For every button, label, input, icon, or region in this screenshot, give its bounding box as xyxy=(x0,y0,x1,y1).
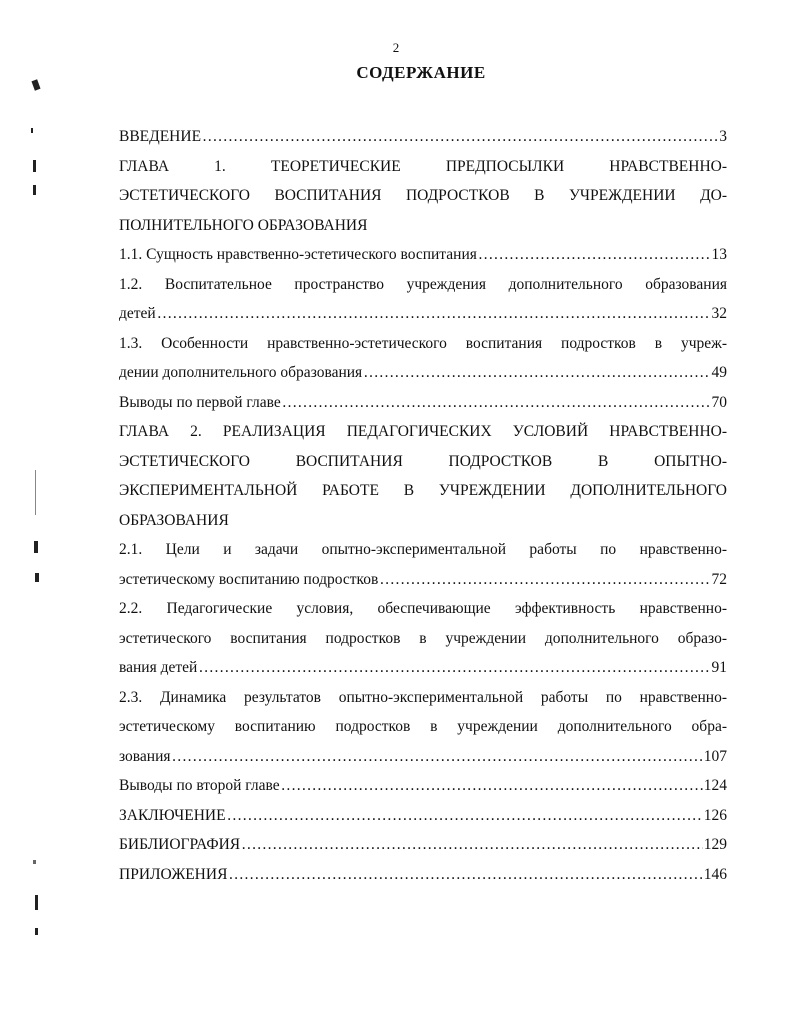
scan-speck xyxy=(35,928,38,935)
page-number: 2 xyxy=(392,40,400,55)
dot-leader xyxy=(281,771,703,801)
toc-entry-page: 32 xyxy=(711,305,727,322)
dot-leader xyxy=(172,742,703,772)
chapter-2-heading-line[interactable]: ГЛАВА 2. РЕАЛИЗАЦИЯ ПЕДАГОГИЧЕСКИХ УСЛОВИЙ НРАВСТВЕННО- xyxy=(119,423,727,440)
dot-leader xyxy=(379,565,710,595)
chapter-2-heading-line[interactable]: ЭКСПЕРИМЕНТАЛЬНОЙ РАБОТЕ В УЧРЕЖДЕНИИ ДОПОЛНИТЕЛЬНОГО xyxy=(119,482,727,499)
scan-speck xyxy=(33,185,36,195)
dot-leader xyxy=(227,801,703,831)
chapter-1-heading-line[interactable]: ЭСТЕТИЧЕСКОГО ВОСПИТАНИЯ ПОДРОСТКОВ В УЧРЕЖДЕНИИ ДО- xyxy=(119,187,727,204)
toc-entry-bibliography[interactable] xyxy=(119,830,727,860)
toc-entry-page: 91 xyxy=(711,659,727,676)
toc-entry-2-2-line[interactable]: эстетического воспитания подростков в учреждении дополнительного образо- xyxy=(119,629,727,647)
chapter-2-heading-line[interactable]: ОБРАЗОВАНИЯ xyxy=(119,511,229,529)
toc-entry-page: 49 xyxy=(711,364,727,381)
toc-entry-1-3-line[interactable]: 1.3. Особенности нравственно-эстетического воспитания подростков в учреж- xyxy=(119,334,727,352)
toc-entry-label: Выводы по второй главе xyxy=(119,777,280,794)
toc-entry-1-2-line[interactable]: 1.2. Воспитательное пространство учреждения дополнительного образования xyxy=(119,275,727,293)
toc-entry-label: Выводы по первой главе xyxy=(119,393,281,411)
toc-entry-label: зования xyxy=(119,747,171,765)
toc-entry-page: 13 xyxy=(711,246,727,263)
dot-leader xyxy=(202,122,718,152)
chapter-1-heading-line[interactable]: ПОЛНИТЕЛЬНОГО ОБРАЗОВАНИЯ xyxy=(119,216,368,234)
scan-speck xyxy=(33,860,36,864)
dot-leader xyxy=(478,240,711,270)
toc-entry-page: 3 xyxy=(719,128,727,145)
toc-entry-2-3[interactable] xyxy=(119,742,727,772)
toc-entry-page: 146 xyxy=(703,865,727,883)
toc-entry-label: ПРИЛОЖЕНИЯ xyxy=(119,865,228,883)
toc-entry-label: дении дополнительного образования xyxy=(119,364,363,381)
toc-entry-1-1[interactable] xyxy=(119,240,727,270)
toc-entry-conclusions-2[interactable] xyxy=(119,771,727,801)
dot-leader xyxy=(228,860,702,890)
toc-entry-appendices[interactable] xyxy=(119,860,727,890)
scan-speck xyxy=(33,160,36,172)
toc-entry-2-1[interactable] xyxy=(119,565,727,595)
toc-entry-2-1-line[interactable]: 2.1. Цели и задачи опытно-экспериментальной работы по нравственно- xyxy=(119,541,727,558)
table-of-contents xyxy=(119,122,727,889)
toc-entry-label: эстетическому воспитанию подростков xyxy=(119,570,379,588)
toc-entry-label: 1.1. Сущность нравственно-эстетического воспитания xyxy=(119,246,477,263)
toc-entry-2-2[interactable] xyxy=(119,653,727,683)
toc-entry-label: детей xyxy=(119,305,156,322)
toc-entry-page: 107 xyxy=(703,747,727,765)
toc-entry-1-3[interactable] xyxy=(119,358,727,388)
toc-entry-2-3-line[interactable]: 2.3. Динамика результатов опытно-экспериментальной работы по нравственно- xyxy=(119,688,727,706)
toc-entry-page: 72 xyxy=(711,570,727,588)
dot-leader xyxy=(198,653,710,683)
toc-entry-label: ВВЕДЕНИЕ xyxy=(119,128,202,145)
toc-entry-1-2[interactable] xyxy=(119,299,727,329)
scan-speck xyxy=(35,470,36,515)
scan-speck xyxy=(34,541,38,553)
toc-entry-intro[interactable] xyxy=(119,122,727,152)
scan-speck xyxy=(35,573,39,582)
dot-leader xyxy=(363,358,710,388)
chapter-2-heading-line[interactable]: ЭСТЕТИЧЕСКОГО ВОСПИТАНИЯ ПОДРОСТКОВ В ОПЫТНО- xyxy=(119,452,727,470)
toc-entry-conclusions-1[interactable] xyxy=(119,388,727,418)
toc-entry-page: 70 xyxy=(711,393,727,411)
toc-entry-page: 124 xyxy=(703,777,727,794)
toc-entry-label: вания детей xyxy=(119,659,198,676)
toc-entry-2-3-line[interactable]: эстетическому воспитанию подростков в учреждении дополнительного обра- xyxy=(119,718,727,735)
page-title: СОДЕРЖАНИЕ xyxy=(356,63,486,82)
chapter-1-heading-line[interactable]: ГЛАВА 1. ТЕОРЕТИЧЕСКИЕ ПРЕДПОСЫЛКИ НРАВСТВЕННО- xyxy=(119,157,727,175)
scan-speck xyxy=(35,895,38,910)
scan-speck xyxy=(31,128,33,133)
dot-leader xyxy=(241,830,703,860)
toc-entry-2-2-line[interactable]: 2.2. Педагогические условия, обеспечивающие эффективность нравственно- xyxy=(119,600,727,617)
toc-entry-label: ЗАКЛЮЧЕНИЕ xyxy=(119,806,226,824)
toc-entry-page: 126 xyxy=(703,806,727,824)
toc-entry-label: БИБЛИОГРАФИЯ xyxy=(119,836,241,853)
dot-leader xyxy=(157,299,711,329)
toc-entry-conclusion[interactable] xyxy=(119,801,727,831)
dot-leader xyxy=(282,388,711,418)
toc-entry-page: 129 xyxy=(703,836,727,853)
